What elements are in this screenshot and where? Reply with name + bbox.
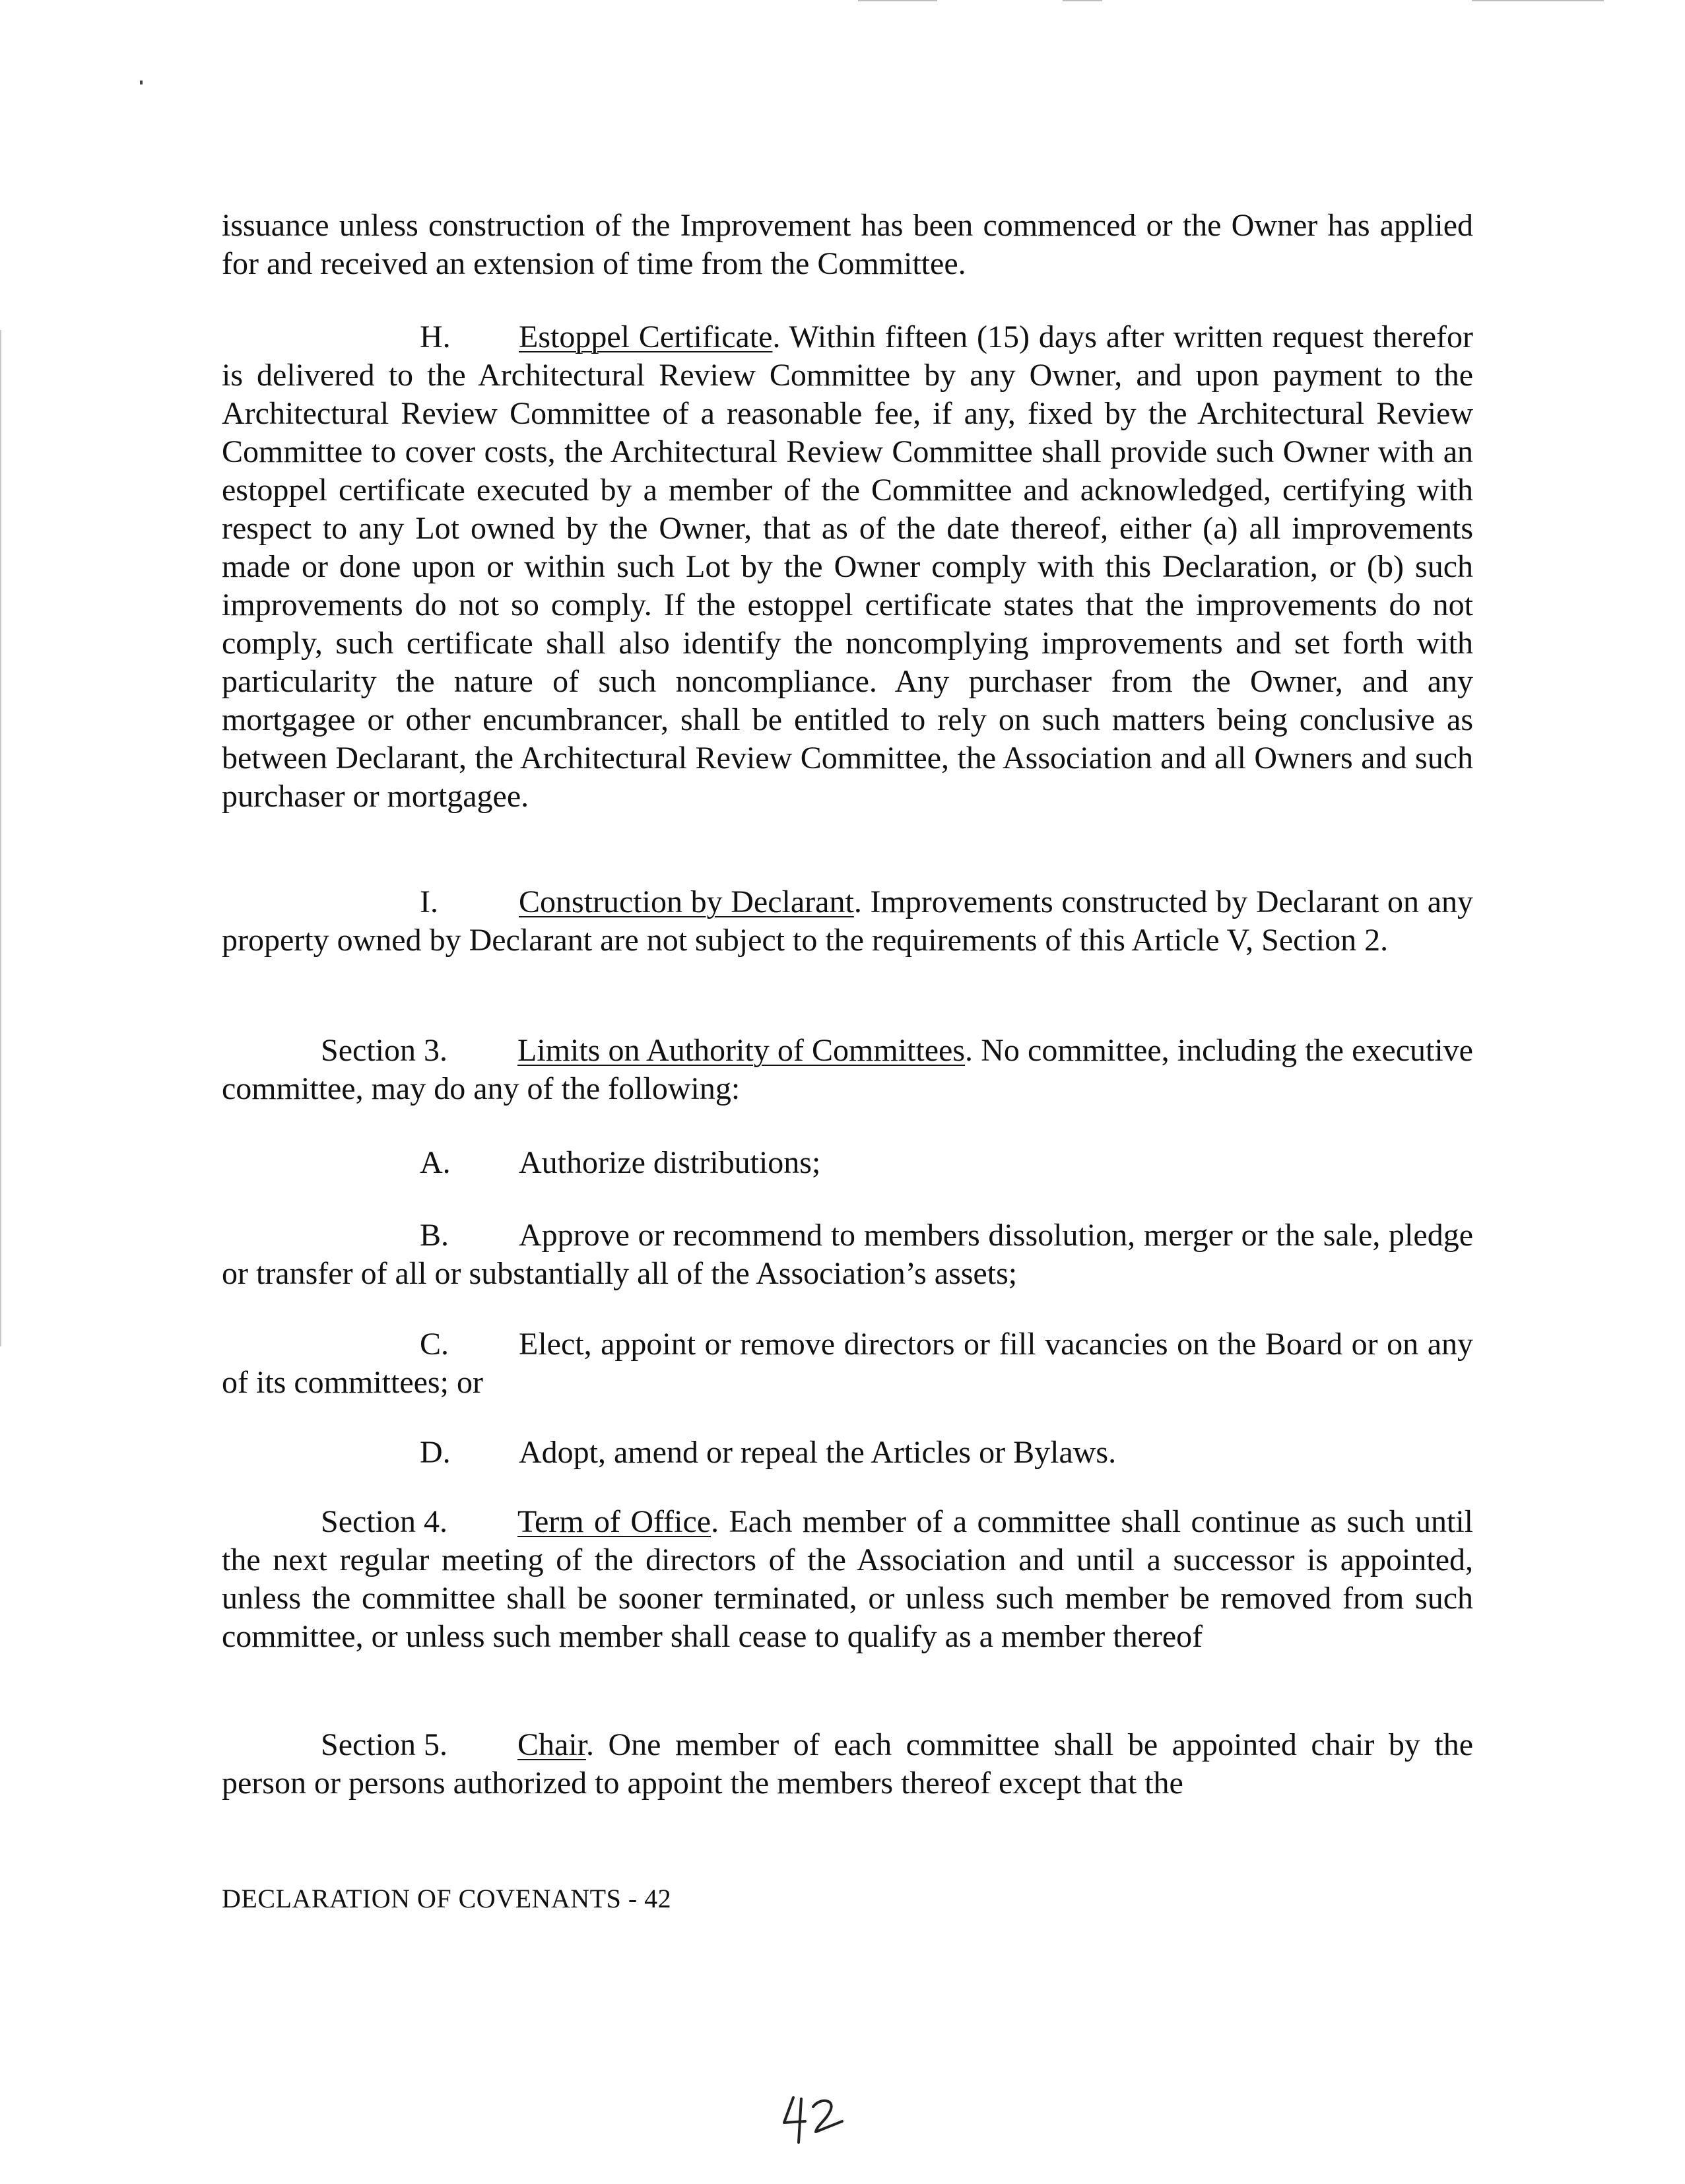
paragraph-i-text: . Improvements constructed by Declarant on any property owned by Declarant are not subject to the requirements of this Article V, Section 2. <box>222 884 1474 958</box>
section-4-heading: Term of Office <box>517 1504 711 1539</box>
section-4-text: . Each member of a committee shall continue as such until the next regular meeting of the directors of the Association and until a successor is appointed, unless the committee shall be sooner terminated, or unless such member be removed from such committee, or unless such member shall cease to qualify as a member thereof <box>222 1504 1473 1654</box>
section-3-text: . No committee, including the executive committee, may do any of the following: <box>222 1033 1473 1106</box>
list-item-a <box>420 1144 820 1182</box>
list-item-a-label: A. <box>420 1145 451 1180</box>
section-5 <box>222 1726 1473 1803</box>
scan-edge-mark <box>858 0 937 1</box>
list-item-b-text: Approve or recommend to members dissolution, merger or the sale, pledge or transfer of all or substantially all of the Association’s assets; <box>222 1218 1473 1291</box>
paragraph-h-label: H. <box>420 319 451 354</box>
page-footer: DECLARATION OF COVENANTS - 42 <box>222 1884 672 1913</box>
scan-edge-mark <box>1472 0 1604 1</box>
section-5-text: . One member of each committee shall be appointed chair by the person or persons authorized to appoint the members thereof except that the <box>222 1727 1473 1801</box>
list-item-d <box>420 1434 1116 1472</box>
section-5-heading: Chair <box>517 1727 586 1762</box>
section-5-label: Section 5. <box>321 1727 447 1762</box>
handwritten-page-number <box>779 2092 851 2145</box>
scan-edge-mark <box>0 330 1 1346</box>
list-item-b-label: B. <box>420 1218 449 1253</box>
list-item-c-label: C. <box>420 1327 449 1362</box>
list-item-d-label: D. <box>420 1435 451 1470</box>
list-item-b <box>222 1216 1473 1293</box>
section-3-label: Section 3. <box>321 1033 447 1068</box>
list-item-c <box>222 1325 1473 1402</box>
list-item-a-text: Authorize distributions; <box>519 1145 821 1180</box>
list-item-c-text: Elect, appoint or remove directors or fill vacancies on the Board or on any of its committees; or <box>222 1327 1473 1400</box>
paragraph-h-heading: Estoppel Certificate <box>519 319 773 354</box>
section-4-label: Section 4. <box>321 1504 447 1539</box>
paragraph-i-label: I. <box>420 884 438 919</box>
section-3 <box>222 1032 1473 1108</box>
intro-paragraph: issuance unless construction of the Improvement has been commenced or the Owner has applied for and received an extension of time from the Committee. <box>222 208 1473 281</box>
list-item-d-text: Adopt, amend or repeal the Articles or Bylaws. <box>519 1435 1117 1470</box>
paragraph-i-heading: Construction by Declarant <box>519 884 854 919</box>
section-4 <box>222 1503 1473 1656</box>
paragraph-i <box>222 883 1473 960</box>
scan-edge-mark <box>140 81 143 84</box>
paragraph-h <box>222 318 1473 816</box>
scan-edge-mark <box>1063 0 1102 1</box>
section-3-heading: Limits on Authority of Committees <box>517 1033 966 1068</box>
paragraph-h-text: . Within fifteen (15) days after written request therefor is delivered to the Architectural Review Committee by any Owner, and upon payment to the Architectural Review Committee of a reasonable fee, if any, fixed by the Architectural Review Committee to cover costs, the Architectural Review Committee shall provide such Owner with an estoppel certificate executed by a member of the Committee and acknowledged, certifying with respect to any Lot owned by the Owner, that as of the date thereof, either (a) all improvements made or done upon or within such Lot by the Owner comply with this Declaration, or (b) such improvements do not so comply. If the estoppel certificate states that the improvements do not comply, such certificate shall also identify the noncomplying improvements and set forth with particularity the nature of such noncompliance. Any purchaser from the Owner, and any mortgagee or other encumbrancer, shall be entitled to rely on such matters being conclusive as between Declarant, the Architectural Review Committee, the Association and all Owners and such purchaser or mortgagee. <box>222 319 1473 814</box>
